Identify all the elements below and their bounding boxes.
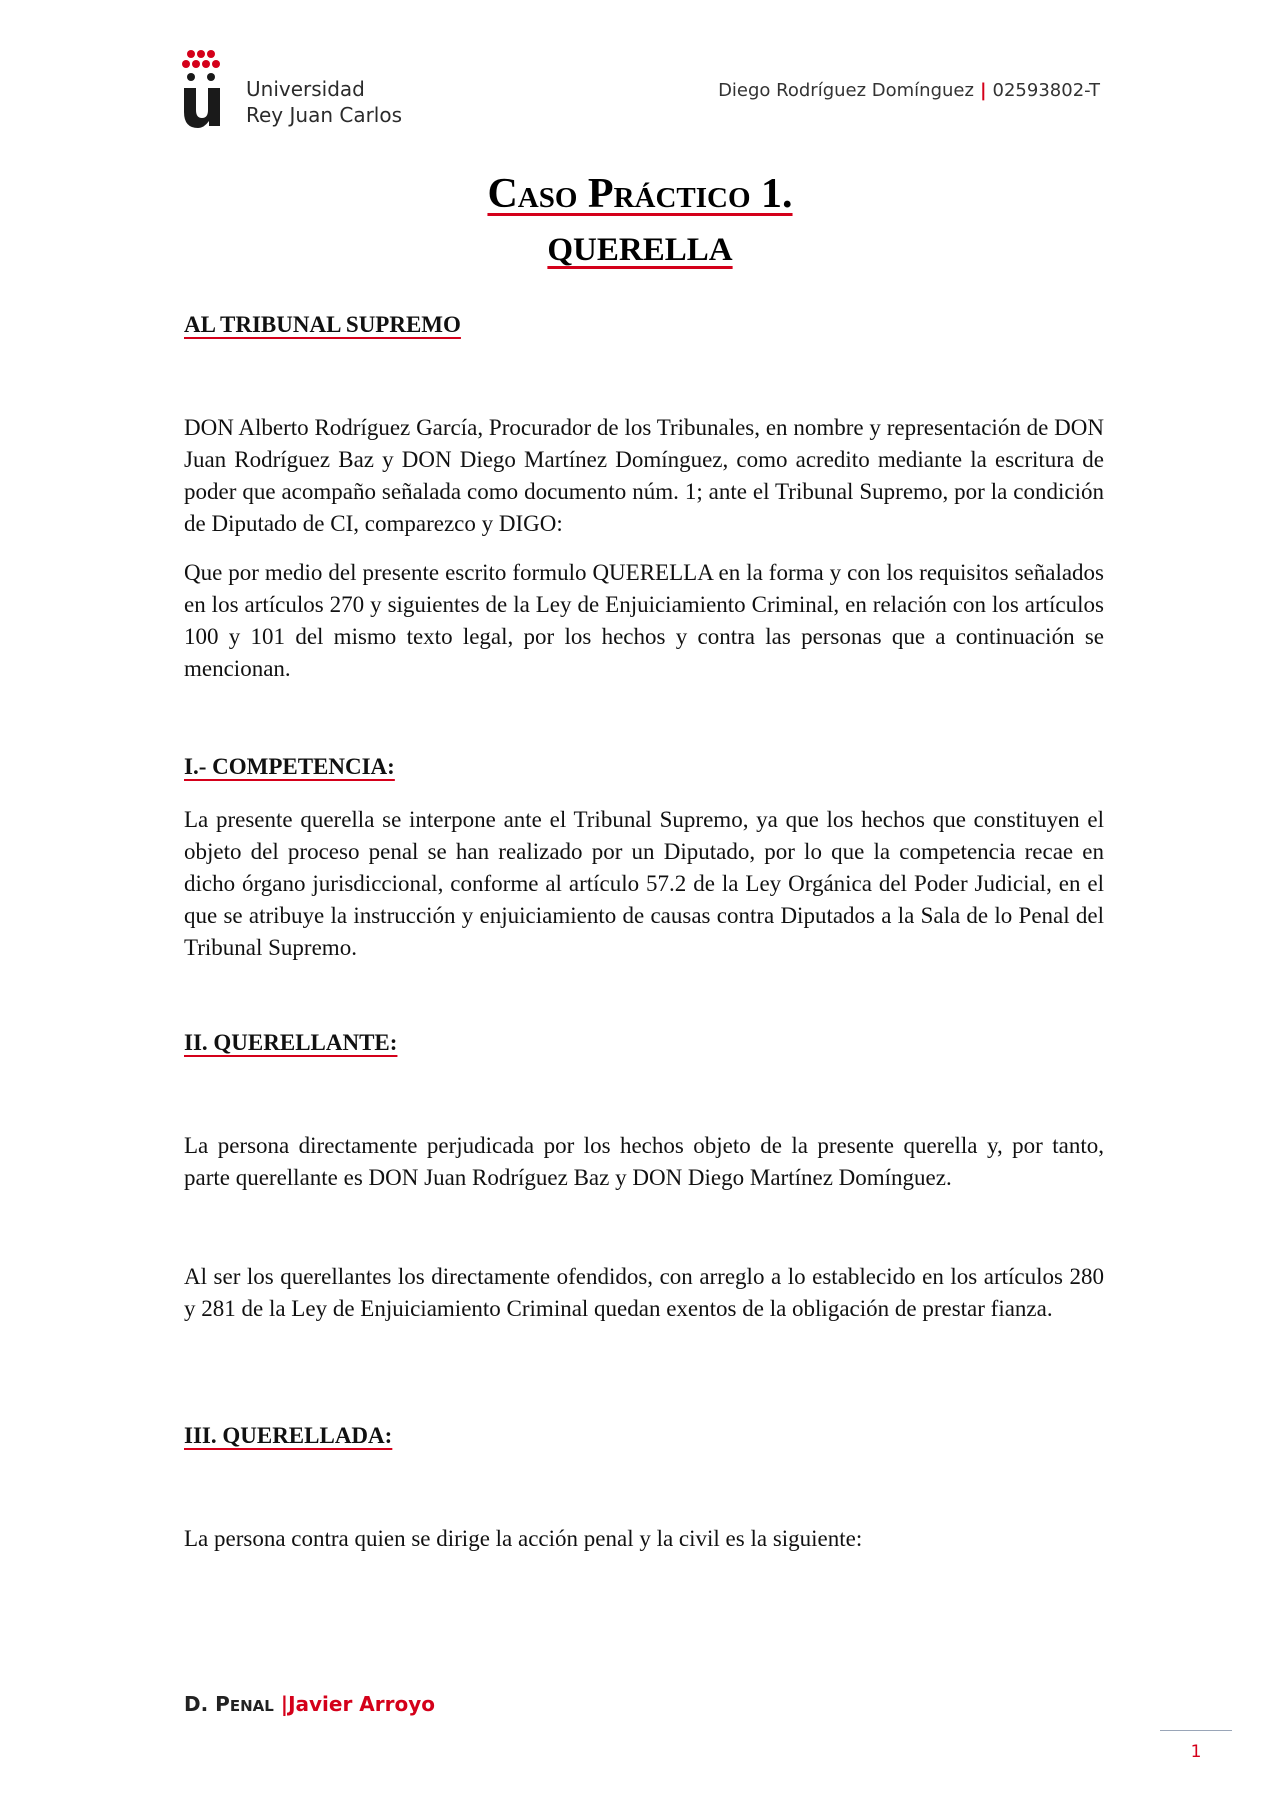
addressee-heading xyxy=(184,312,461,338)
section-heading-text: II. QUERELLANTE: xyxy=(184,1030,398,1055)
header-separator: | xyxy=(979,80,987,101)
section-heading-text: I.- COMPETENCIA: xyxy=(184,754,395,779)
page-number: 1 xyxy=(1190,1742,1202,1762)
intro-paragraph-1: DON Alberto Rodríguez García, Procurador de los Tribunales, en nombre y representación de DON Juan Rodríguez Baz y DON Diego Martínez Domínguez, como acredito mediante la escritura de poder que acompaño señalada como documento núm. 1; ante el Tribunal Supremo, por la condición de Diputado de CI, comparezco y DIGO: xyxy=(184,415,1104,536)
section-heading-competencia xyxy=(184,754,395,780)
competencia-paragraph: La presente querella se interpone ante el Tribunal Supremo, ya que los hechos que constituyen el objeto del proceso penal se han realizado por un Diputado, por lo que la competencia recae en dicho órgano jurisdiccional, conforme al artículo 57.2 de la Ley Orgánica del Poder Judicial, en el que se atribuye la instrucción y enjuiciamiento de causas contra Diputados a la Sala de lo Penal del Tribunal Supremo. xyxy=(184,807,1104,960)
querellada-paragraph: La persona contra quien se dirige la acción penal y la civil es la siguiente: xyxy=(184,1526,863,1551)
section-heading-text: III. QUERELLADA: xyxy=(184,1423,393,1448)
document-subtitle-text: QUERELLA xyxy=(547,232,733,268)
university-name-line2: Rey Juan Carlos xyxy=(246,103,403,127)
footer-subject-initial: D. P xyxy=(184,1692,230,1716)
section-heading-querellada xyxy=(184,1423,392,1449)
university-name xyxy=(246,76,402,128)
addressee-text: AL TRIBUNAL SUPREMO xyxy=(184,312,461,337)
university-name-line1: Universidad xyxy=(246,77,365,101)
urjc-logo-icon xyxy=(182,48,228,130)
document-title xyxy=(0,170,1280,218)
document-subtitle xyxy=(0,232,1280,269)
author-name: Diego Rodríguez Domínguez xyxy=(718,80,974,101)
querellante-paragraph-2: Al ser los querellantes los directamente ofendidos, con arreglo a lo establecido en los artículos 280 y 281 de la Ley de Enjuiciamiento Criminal quedan exentos de la obligación de prestar fianza. xyxy=(184,1264,1104,1321)
footer-subject xyxy=(184,1692,435,1716)
author-id: 02593802-T xyxy=(992,80,1100,101)
querellante-paragraph-1: La persona directamente perjudicada por los hechos objeto de la presente querella y, por tanto, parte querellante es DON Juan Rodríguez Baz y DON Diego Martínez Domínguez. xyxy=(184,1133,1104,1190)
footer-professor: Javier Arroyo xyxy=(288,1692,436,1716)
footer-subject-rest: ENAL xyxy=(229,1697,274,1715)
section-heading-querellante xyxy=(184,1030,397,1056)
university-logo xyxy=(182,48,422,130)
page-number-divider xyxy=(1160,1730,1232,1731)
intro-paragraph-2: Que por medio del presente escrito formulo QUERELLA en la forma y con los requisitos señalados en los artículos 270 y siguientes de la Ley de Enjuiciamiento Criminal, en relación con los artículos 100 y 101 del mismo texto legal, por los hechos y contra las personas que a continuación se mencionan. xyxy=(184,560,1104,681)
footer-separator: | xyxy=(280,1692,289,1716)
header-author-info xyxy=(718,80,1100,101)
document-title-text: Caso Práctico 1. xyxy=(487,171,793,217)
